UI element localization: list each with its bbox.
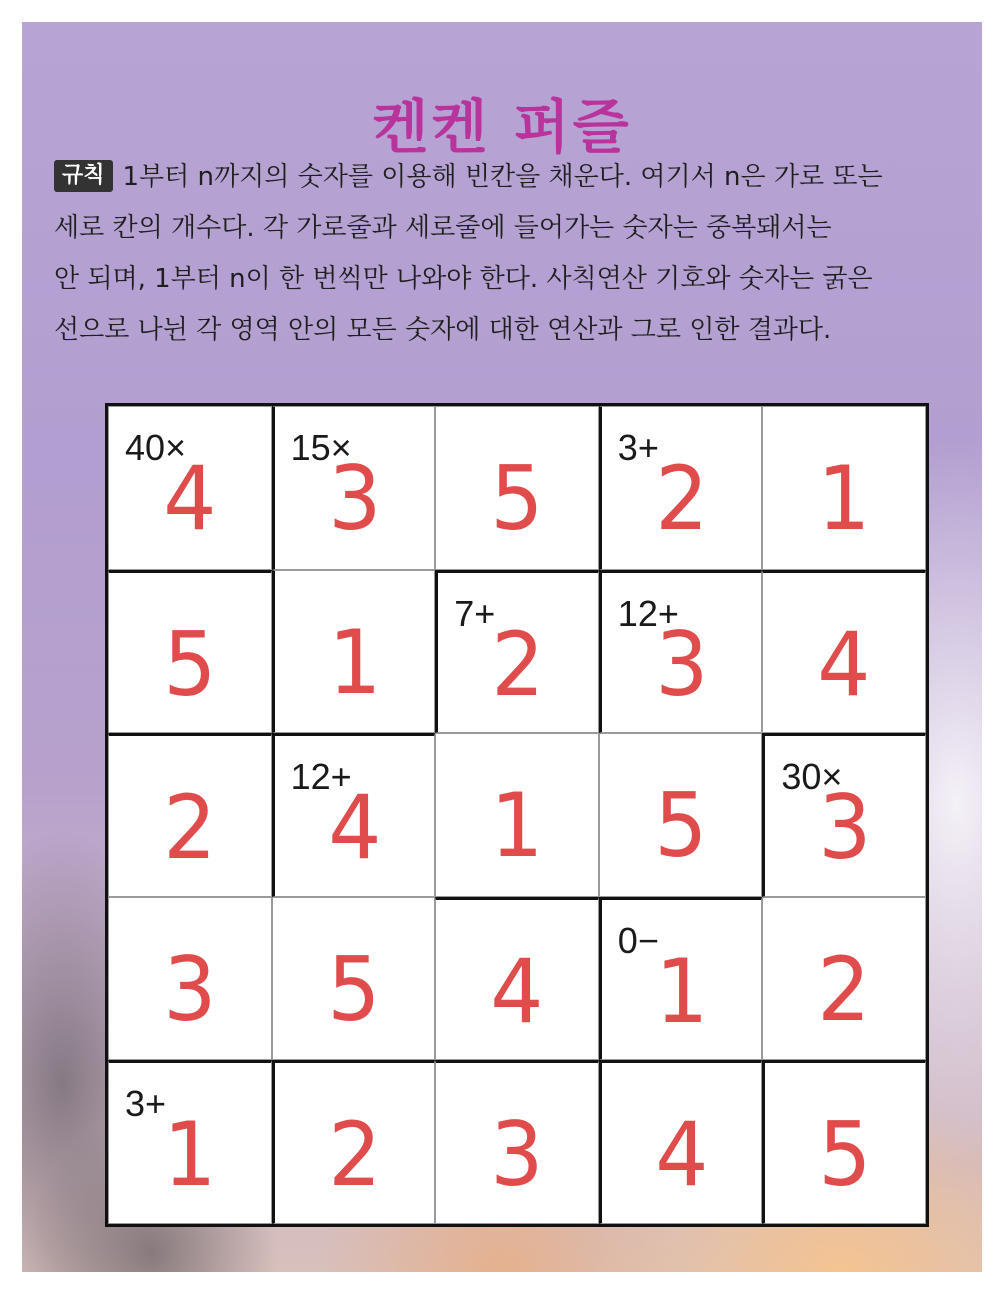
grid-cell-r1c1[interactable] xyxy=(108,406,272,570)
grid-cell-r1c4[interactable] xyxy=(599,406,763,570)
grid-cell-r1c2[interactable] xyxy=(272,406,436,570)
grid-cell-r2c1[interactable] xyxy=(108,570,272,734)
grid-cell-r1c3[interactable] xyxy=(435,406,599,570)
cell-value: 2 xyxy=(817,937,871,1041)
rules-line-1 xyxy=(54,152,959,203)
rules-text xyxy=(54,152,959,356)
grid-cell-r3c4[interactable] xyxy=(599,733,763,897)
cell-value: 3 xyxy=(490,1103,544,1207)
cell-value: 2 xyxy=(491,612,545,716)
grid-cell-r2c2[interactable] xyxy=(272,570,436,734)
rules-line-1-text: 1부터 n까지의 숫자를 이용해 빈칸을 채운다. 여기서 n은 가로 또는 xyxy=(122,162,883,192)
cell-value: 2 xyxy=(327,1103,381,1207)
cell-value: 1 xyxy=(327,610,381,714)
grid-cell-r2c5[interactable] xyxy=(762,570,926,734)
cell-value: 5 xyxy=(326,937,380,1041)
rules-line-3: 안 되며, 1부터 n이 한 번씩만 나와야 한다. 사칙연산 기호와 숫자는 굵은 xyxy=(54,264,873,294)
cell-value: 2 xyxy=(654,447,709,550)
cage-clue: 3+ xyxy=(617,427,659,468)
grid-cell-r4c2[interactable] xyxy=(272,897,436,1061)
cell-value: 4 xyxy=(490,939,544,1043)
cell-value: 1 xyxy=(490,774,544,878)
cell-value: 2 xyxy=(163,776,217,880)
cell-value: 4 xyxy=(817,612,871,716)
rules-line-2: 세로 칸의 개수다. 각 가로줄과 세로줄에 들어가는 숫자는 중복돼서는 xyxy=(54,213,832,243)
cage-clue: 30× xyxy=(781,756,843,798)
cell-value: 4 xyxy=(654,1103,709,1207)
cell-value: 1 xyxy=(817,447,871,550)
cage-clue: 12+ xyxy=(617,592,679,634)
cell-value: 4 xyxy=(327,776,381,880)
grid-cell-r5c5[interactable] xyxy=(762,1060,926,1224)
cell-value: 3 xyxy=(818,776,872,880)
cell-value: 4 xyxy=(163,447,217,550)
grid-cell-r5c1[interactable] xyxy=(108,1060,272,1224)
grid-cell-r2c4[interactable] xyxy=(599,570,763,734)
rules-badge: 규칙 xyxy=(54,160,113,192)
grid-cell-r2c3[interactable] xyxy=(435,570,599,734)
cell-value: 5 xyxy=(653,774,708,878)
grid-cell-r3c3[interactable] xyxy=(435,733,599,897)
kenken-grid xyxy=(105,403,929,1227)
cage-clue: 12+ xyxy=(290,756,352,798)
grid-cell-r1c5[interactable] xyxy=(762,406,926,570)
grid-cell-r5c3[interactable] xyxy=(435,1060,599,1224)
grid-cell-r5c2[interactable] xyxy=(272,1060,436,1224)
puzzle-panel xyxy=(22,22,982,1272)
cell-value: 3 xyxy=(163,937,217,1041)
grid-cell-r4c1[interactable] xyxy=(108,897,272,1061)
cage-clue: 0− xyxy=(617,919,659,961)
grid-cell-r5c4[interactable] xyxy=(599,1060,763,1224)
cell-value: 3 xyxy=(327,447,381,550)
rules-line-4: 선으로 나뉜 각 영역 안의 모든 숫자에 대한 연산과 그로 인한 결과다. xyxy=(54,315,832,345)
page-title: 켄켄 퍼즐 xyxy=(372,93,632,161)
cage-clue: 7+ xyxy=(454,592,496,634)
cell-value: 5 xyxy=(490,447,544,550)
grid-cell-r4c3[interactable] xyxy=(435,897,599,1061)
grid-cell-r3c2[interactable] xyxy=(272,733,436,897)
cell-value: 5 xyxy=(818,1103,872,1207)
cell-value: 5 xyxy=(163,612,217,716)
grid-cell-r3c5[interactable] xyxy=(762,733,926,897)
grid-cell-r4c5[interactable] xyxy=(762,897,926,1061)
cage-clue: 15× xyxy=(290,427,352,468)
cage-clue: 3+ xyxy=(125,1083,167,1125)
grid-cell-r3c1[interactable] xyxy=(108,733,272,897)
cell-value: 3 xyxy=(654,612,709,716)
cell-value: 1 xyxy=(654,939,709,1043)
cage-clue: 40× xyxy=(125,427,187,468)
cell-value: 1 xyxy=(163,1103,217,1207)
grid-cell-r4c4[interactable] xyxy=(599,897,763,1061)
